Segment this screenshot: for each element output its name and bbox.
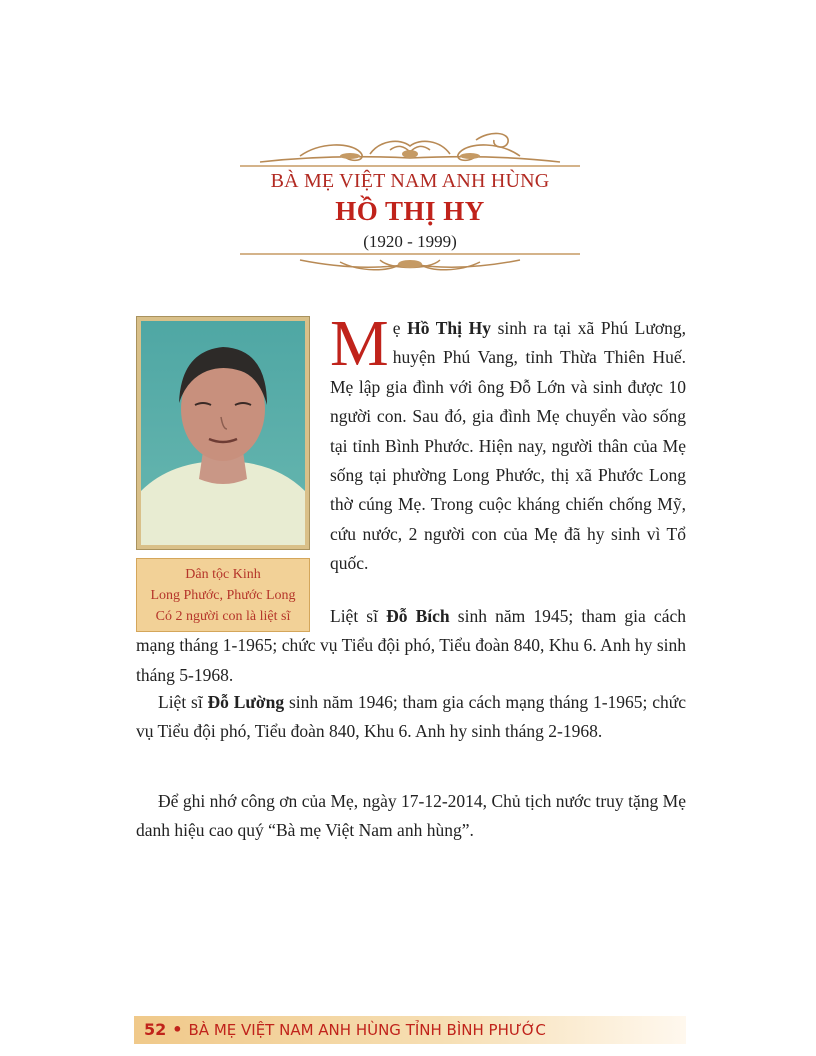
bottom-ornament-decoration — [240, 250, 580, 276]
caption-ethnicity: Dân tộc Kinh — [185, 567, 261, 582]
caption-location: Long Phước, Phước Long — [150, 588, 296, 603]
p1-lead: ẹ — [392, 318, 408, 338]
page-number: 52 — [144, 1020, 167, 1039]
lifespan-years: (1920 - 1999) — [363, 232, 457, 251]
p2-name: Đỗ Bích — [386, 606, 450, 626]
footer-book-title: BÀ MẸ VIỆT NAM ANH HÙNG TỈNH BÌNH PHƯỚC — [188, 1021, 546, 1039]
paragraph-biography — [330, 307, 686, 579]
p1-rest: sinh ra tại xã Phú Lương, huyện Phú Vang, tỉnh Thừa Thiên Huế. Mẹ lập gia đình với ông Đỗ Lớn và sinh được 10 người con. Sau đó, gia đình Mẹ chuyển vào sống tại tỉnh Bình Phước. Hiện nay, người thân của Mẹ sống tại phường Long Phước, thị xã Phước Long thờ cúng Mẹ. Trong cuộc kháng chiến chống Mỹ, cứu nước, 2 người con của Mẹ đã hy sinh vì Tổ quốc. — [330, 318, 686, 574]
page-footer — [134, 1016, 686, 1044]
p1-name: Hồ Thị Hy — [407, 318, 491, 338]
p2-lead: Liệt sĩ — [330, 606, 387, 626]
portrait-frame — [136, 316, 310, 550]
portrait-illustration — [141, 321, 305, 545]
title-subtitle: BÀ MẸ VIỆT NAM ANH HÙNG — [270, 170, 550, 192]
p3-lead: Liệt sĩ — [158, 692, 208, 712]
drop-cap: M — [330, 307, 389, 380]
paragraph-martyr-do-luong — [136, 688, 686, 747]
paragraph-honor: Để ghi nhớ công ơn của Mẹ, ngày 17-12-2014, Chủ tịch nước truy tặng Mẹ danh hiệu cao quý “Bà mẹ Việt Nam anh hùng”. — [136, 791, 686, 841]
footer-separator: • — [172, 1020, 183, 1039]
mother-name-heading: HỒ THỊ HY — [335, 196, 485, 226]
top-ornament-decoration — [240, 128, 580, 168]
p3-name: Đỗ Lường — [207, 692, 285, 712]
p3-rest: sinh năm 1946; tham gia cách mạng tháng 1-1965; chức vụ Tiểu đội phó, Tiểu đoàn 840, Khu 6. Anh hy sinh tháng 2-1968. — [136, 692, 686, 742]
p2-rest: sinh năm 1945; tham gia cách mạng tháng 1-1965; chức vụ Tiểu đội phó, Tiểu đoàn 840, Khu 6. Anh hy sinh tháng 5-1968. — [136, 606, 686, 685]
caption-martyrs: Có 2 người con là liệt sĩ — [155, 609, 291, 624]
portrait-photo — [141, 321, 305, 545]
paragraph-martyr-do-bich — [136, 602, 686, 690]
